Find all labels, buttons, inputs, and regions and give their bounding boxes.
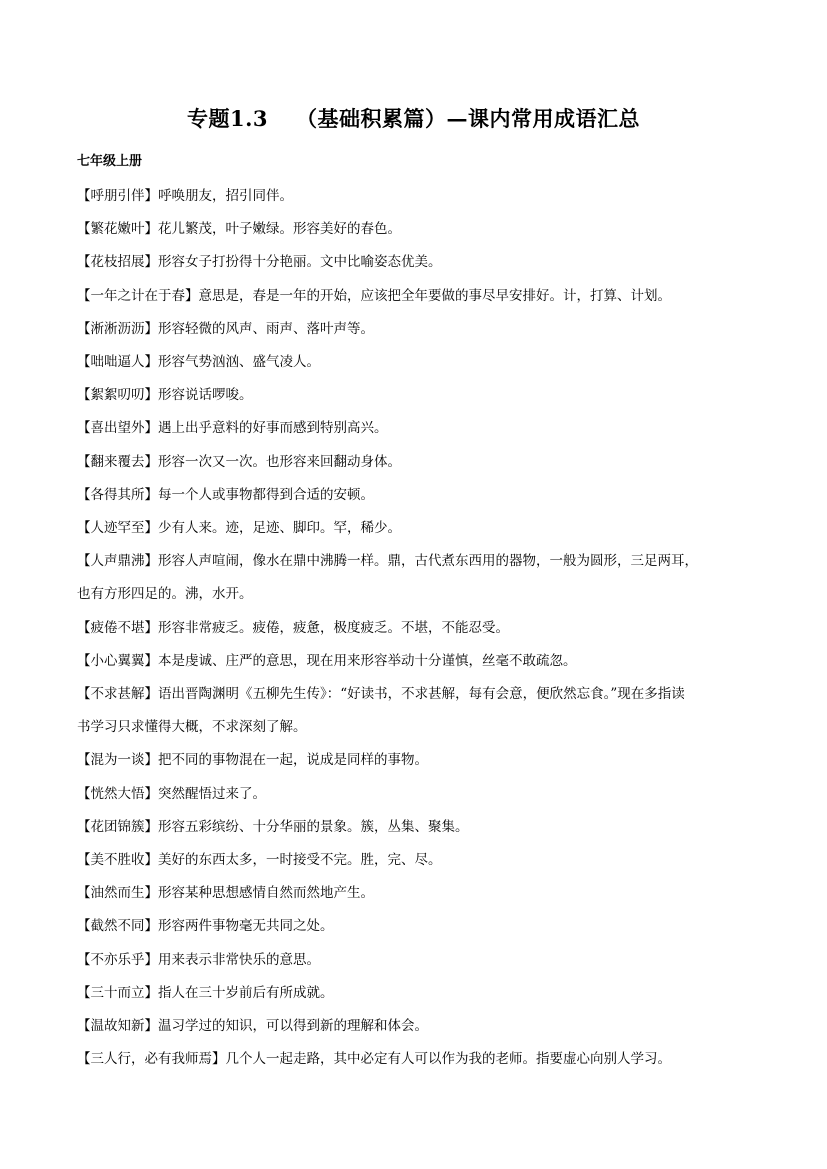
idiom-entry <box>77 545 757 611</box>
idiom-definition: 形容非常疲乏。疲倦，疲惫，极度疲乏。不堪，不能忍受。 <box>158 619 509 636</box>
title-prefix: 专题1.3 <box>186 106 269 131</box>
idiom-entry <box>77 1043 757 1076</box>
idiom-definition: 形容某种思想感情自然而然地产生。 <box>158 885 374 902</box>
idiom-definition: 形容人声喧闹，像水在鼎中沸腾一样。鼎，古代煮东西用的器物，一般为圆形，三足两耳， <box>158 553 698 570</box>
idiom-definition: 把不同的事物混在一起，说成是同样的事物。 <box>158 752 428 769</box>
idiom-term: 【 花枝招展 】 <box>77 254 158 270</box>
idiom-entry <box>77 645 757 678</box>
idiom-term: 【 呼朋引伴 】 <box>77 188 158 204</box>
idiom-entry <box>77 346 757 379</box>
idiom-entry <box>77 778 757 811</box>
idiom-entry <box>77 512 757 545</box>
idiom-entry <box>77 1010 757 1043</box>
idiom-term: 【 截然不同 】 <box>77 918 158 934</box>
idiom-definition: 形容两件事物毫无共同之处。 <box>158 918 334 935</box>
idiom-entry <box>77 910 757 943</box>
idiom-definition: 突然醒悟过来了。 <box>158 785 266 802</box>
idiom-definition: 形容气势汹汹、盛气凌人。 <box>158 354 320 371</box>
idiom-definition: 花儿繁茂，叶子嫩绿。形容美好的春色。 <box>158 221 401 238</box>
idiom-term: 【 花团锦簇 】 <box>77 819 158 835</box>
idiom-term: 【 喜出望外 】 <box>77 420 158 436</box>
idiom-entry <box>77 446 757 479</box>
idiom-entry <box>77 944 757 977</box>
idiom-term: 【 不亦乐乎 】 <box>77 952 158 968</box>
idiom-definition: 指人在三十岁前后有所成就。 <box>158 984 334 1001</box>
idiom-definition: 形容女子打扮得十分艳丽。文中比喻姿态优美。 <box>158 254 442 271</box>
idiom-definition: 语出晋陶渊明《五柳先生传》：“好读书，不求甚解，每有会意，便欣然忘食。”现在多指读 <box>158 686 685 703</box>
idiom-entry <box>77 379 757 412</box>
idiom-definition: 遇上出乎意料的好事而感到特别高兴。 <box>158 420 388 437</box>
idiom-list <box>77 180 757 1076</box>
idiom-definition: 几个人一起走路，其中必定有人可以作为我的老师。指要虚心向别人学习。 <box>225 1051 671 1068</box>
idiom-entry <box>77 180 757 213</box>
idiom-term: 【 絮絮叨叨 】 <box>77 387 158 403</box>
idiom-term: 【 咄咄逼人 】 <box>77 354 158 370</box>
idiom-term: 【 一年之计在于春 】 <box>77 288 199 304</box>
idiom-definition: 每一个人或事物都得到合适的安顿。 <box>158 486 374 503</box>
idiom-term: 【 疲倦不堪 】 <box>77 620 158 636</box>
title-main: （基础积累篇）—课内常用成语汇总 <box>296 106 641 131</box>
idiom-term: 【 翻来覆去 】 <box>77 454 158 470</box>
page-title <box>0 103 827 133</box>
idiom-entry <box>77 213 757 246</box>
idiom-entry <box>77 744 757 777</box>
idiom-entry <box>77 877 757 910</box>
idiom-term: 【 繁花嫩叶 】 <box>77 221 158 237</box>
idiom-definition-continued: 书学习只求懂得大概，不求深刻了解。 <box>77 719 307 736</box>
idiom-term: 【 美不胜收 】 <box>77 852 158 868</box>
idiom-definition: 温习学过的知识，可以得到新的理解和体会。 <box>158 1018 428 1035</box>
idiom-entry <box>77 280 757 313</box>
idiom-term: 【 各得其所 】 <box>77 487 158 503</box>
idiom-definition: 本是虔诚、庄严的意思，现在用来形容举动十分谨慎，丝毫不敢疏忽。 <box>158 652 577 669</box>
idiom-entry <box>77 811 757 844</box>
idiom-term: 【 不求甚解 】 <box>77 686 158 702</box>
idiom-entry <box>77 412 757 445</box>
idiom-definition: 呼唤朋友，招引同伴。 <box>158 188 293 204</box>
idiom-definition-continued: 也有方形四足的。沸，水开。 <box>77 586 253 603</box>
idiom-entry <box>77 844 757 877</box>
idiom-entry <box>77 246 757 279</box>
section-heading: 七年级上册 <box>77 154 143 169</box>
idiom-term: 【 三人行，必有我师焉 】 <box>77 1051 226 1067</box>
idiom-term: 【 人迹罕至 】 <box>77 520 158 536</box>
idiom-entry <box>77 977 757 1010</box>
idiom-definition: 少有人来。迹，足迹、脚印。罕，稀少。 <box>158 520 401 537</box>
idiom-term: 【 人声鼎沸 】 <box>77 553 158 569</box>
idiom-entry <box>77 313 757 346</box>
idiom-definition: 用来表示非常快乐的意思。 <box>158 951 320 968</box>
idiom-definition: 美好的东西太多，一时接受不完。胜，完、尽。 <box>158 852 442 869</box>
idiom-term: 【 混为一谈 】 <box>77 752 158 768</box>
idiom-term: 【 小心翼翼 】 <box>77 653 158 669</box>
idiom-definition: 意思是，春是一年的开始，应该把全年要做的事尽早安排好。计，打算、计划。 <box>198 287 671 304</box>
idiom-term: 【 三十而立 】 <box>77 985 158 1001</box>
idiom-definition: 形容轻微的风声、雨声、落叶声等。 <box>158 320 374 337</box>
idiom-entry <box>77 612 757 645</box>
idiom-term: 【 温故知新 】 <box>77 1018 158 1034</box>
idiom-definition: 形容一次又一次。也形容来回翻动身体。 <box>158 453 401 470</box>
idiom-definition: 形容说话啰唆。 <box>158 387 253 404</box>
idiom-definition: 形容五彩缤纷、十分华丽的景象。簇，丛集、聚集。 <box>158 818 469 835</box>
idiom-term: 【 淅淅沥沥 】 <box>77 321 158 337</box>
idiom-term: 【 油然而生 】 <box>77 885 158 901</box>
idiom-entry <box>77 678 757 744</box>
idiom-entry <box>77 479 757 512</box>
idiom-term: 【 恍然大悟 】 <box>77 786 158 802</box>
